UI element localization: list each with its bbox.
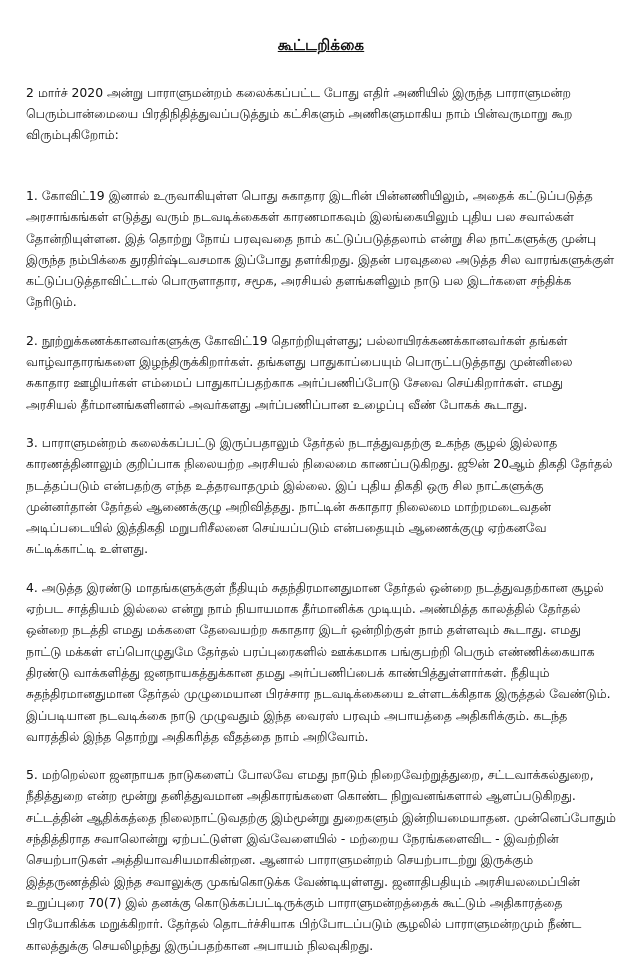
intro-paragraph: 2 மார்ச் 2020 அன்று பாராளுமன்றம் கலைக்கப்பட்ட போது எதிர் அணியில் இருந்த பாராளுமன்ற பெரும்பான்மையை பிரதிநிதித்துவப்படுத்தும் கட்சிகளும் அணிகளுமாகிய நாம் பின்வருமாறு கூற விரும்புகிறோம்:	[26, 85, 573, 142]
paragraph-2: 2. நூற்றுக்கணக்கானவர்களுக்கு கோவிட்19 தொற்றியுள்ளது; பல்லாயிரக்கணக்கானவர்கள் தங்கள் வாழ்வாதாரங்களை இழந்திருக்கிறார்கள். தங்களது பாதுகாப்பையும் பொருட்படுத்தாது முன்னிலை சுகாதார ஊழியர்கள் எம்மைப் பாதுகாப்பதற்காக அர்ப்பணிப்போடு சேவை செய்கிறார்கள். எமது அரசியல் தீர்மானங்களினால் அவர்களது அர்ப்பணிப்பான உழைப்பு வீண் போகக் கூடாது.	[26, 332, 573, 412]
document-title: கூட்டறிக்கை	[277, 36, 365, 54]
paragraph-4: 4. அடுத்த இரண்டு மாதங்களுக்குள் நீதியும் சுதந்திரமானதுமான தேர்தல் ஒன்றை நடத்துவதற்கான சூழல் ஏற்பட சாத்தியம் இல்லை என்று நாம் நியாயமாக தீர்மானிக்க முடியும். அண்மித்த காலத்தில் தேர்தல் ஒன்றை நடத்தி எமது மக்களை தேவையற்ற சுகாதார இடர் ஒன்றிற்குள் நாம் தள்ளவும் கூடாது. எமது நாட்டு மக்கள் எப்பொழுதுமே தேர்தல் பரப்புரைகளில் ஊக்கமாக பங்குபற்றி பெரும் எண்ணிக்கையாக திரண்டு வாக்களித்து ஜனநாயகத்துக்கான தமது அர்ப்பணிப்பைக் காண்பித்துள்ளார்கள். நீதியும் சுதந்திரமானதுமான தேர்தல் முழுமையான பிரச்சார நடவடிக்கையை உள்ளடக்கிதாக இருத்தல் வேண்டும். இப்படியான நடவடிக்கை நாடு முழுவதும் இந்த வைரஸ் பரவும் அபாயத்தை அதிகரிக்கும். கடந்த வாரத்தில் இந்த தொற்று அதிகரித்த வீதத்தை நாம் அறிவோம்.	[26, 579, 611, 744]
paragraph-3: 3. பாராளுமன்றம் கலைக்கப்பட்டு இருப்பதாலும் தேர்தல் நடாத்துவதற்கு உகந்த சூழல் இல்லாத காரணத்தினாலும் குறிப்பாக நிலையற்ற அரசியல் நிலைமை காணப்படுகிறது. ஜூன் 20ஆம் திகதி தேர்தல் நடத்தப்படும் என்பதற்கு எந்த உத்தரவாதமும் இல்லை. இப் புதிய திகதி ஒரு சில நாட்களுக்கு முன்னர்தான் தேர்தல் ஆணைக்குழு அறிவித்தது. நாட்டின் சுகாதார நிலைமை மாற்றமடைவதன் அடிப்படையில் இத்திகதி மறுபரிசீலனை செய்யப்படும் என்பதையும் ஆணைக்குழு ஏற்கனவே சுட்டிக்காட்டி உள்ளது.	[26, 434, 613, 557]
paragraph-5: 5. மற்றெல்லா ஜனநாயக நாடுகளைப் போலவே எமது நாடும் நிறைவேற்றுத்துறை, சட்டவாக்கல்துறை, நீதித்துறை என்ற மூன்று தனித்துவமான அதிகாரங்களை கொண்ட நிறுவனங்களால் ஆளப்படுகிறது. சட்டத்தின் ஆதிக்கத்தை நிலைநாட்டுவதற்கு இம்மூன்று துறைகளும் இன்றியமையாதன. முன்னெப்போதும் சந்தித்திராத சவாலொன்று ஏற்பட்டுள்ள இவ்வேளையில் - மற்றைய நேரங்களைவிட - இவற்றின் செயற்பாடுகள் அத்தியாவசியமாகின்றன. ஆனால் பாராளுமன்றம் செயற்பாடற்று இருக்கும் இத்தருணத்தில் இந்த சவாலுக்கு முகங்கொடுக்க வேண்டியுள்ளது. ஜனாதிபதியும் அரசியலமைப்பின் உறுப்புரை 70(7) இல் தனக்கு கொடுக்கப்பட்டிருக்கும் பாராளுமன்றத்தைக் கூட்டும் அதிகாரத்தை பிரயோகிக்க மறுக்கிறார். தேர்தல் தொடர்ச்சியாக பிற்போடப்படும் சூழலில் பாராளுமன்றமும் நீண்ட காலத்துக்கு செயலிழந்து இருப்பதற்கான அபாயம் நிலவுகிறது.	[26, 767, 616, 953]
paragraph-1: 1. கோவிட்19 இனால் உருவாகியுள்ள பொது சுகாதார இடரின் பின்னணியிலும், அதைக் கட்டுப்படுத்த அரசாங்கங்கள் எடுத்து வரும் நடவடிக்கைகள் காரணமாகவும் இலங்கையிலும் புதிய பல சவால்கள் தோன்றியுள்ளன. இத் தொற்று நோய் பரவுவதை நாம் கட்டுப்படுத்தலாம் என்று சில நாட்களுக்கு முன்பு இருந்த நம்பிக்கை துரதிர்ஷ்டவசமாக இப்போது தளர்கிறது. இதன் பரவுதலை அடுத்த சில வாரங்களுக்குள் கட்டுப்படுத்தாவிட்டால் பொருளாதார, சமூக, அரசியல் தளங்களிலும் நாடு பல இடர்களை சந்திக்க நேரிடும்.	[26, 188, 615, 310]
